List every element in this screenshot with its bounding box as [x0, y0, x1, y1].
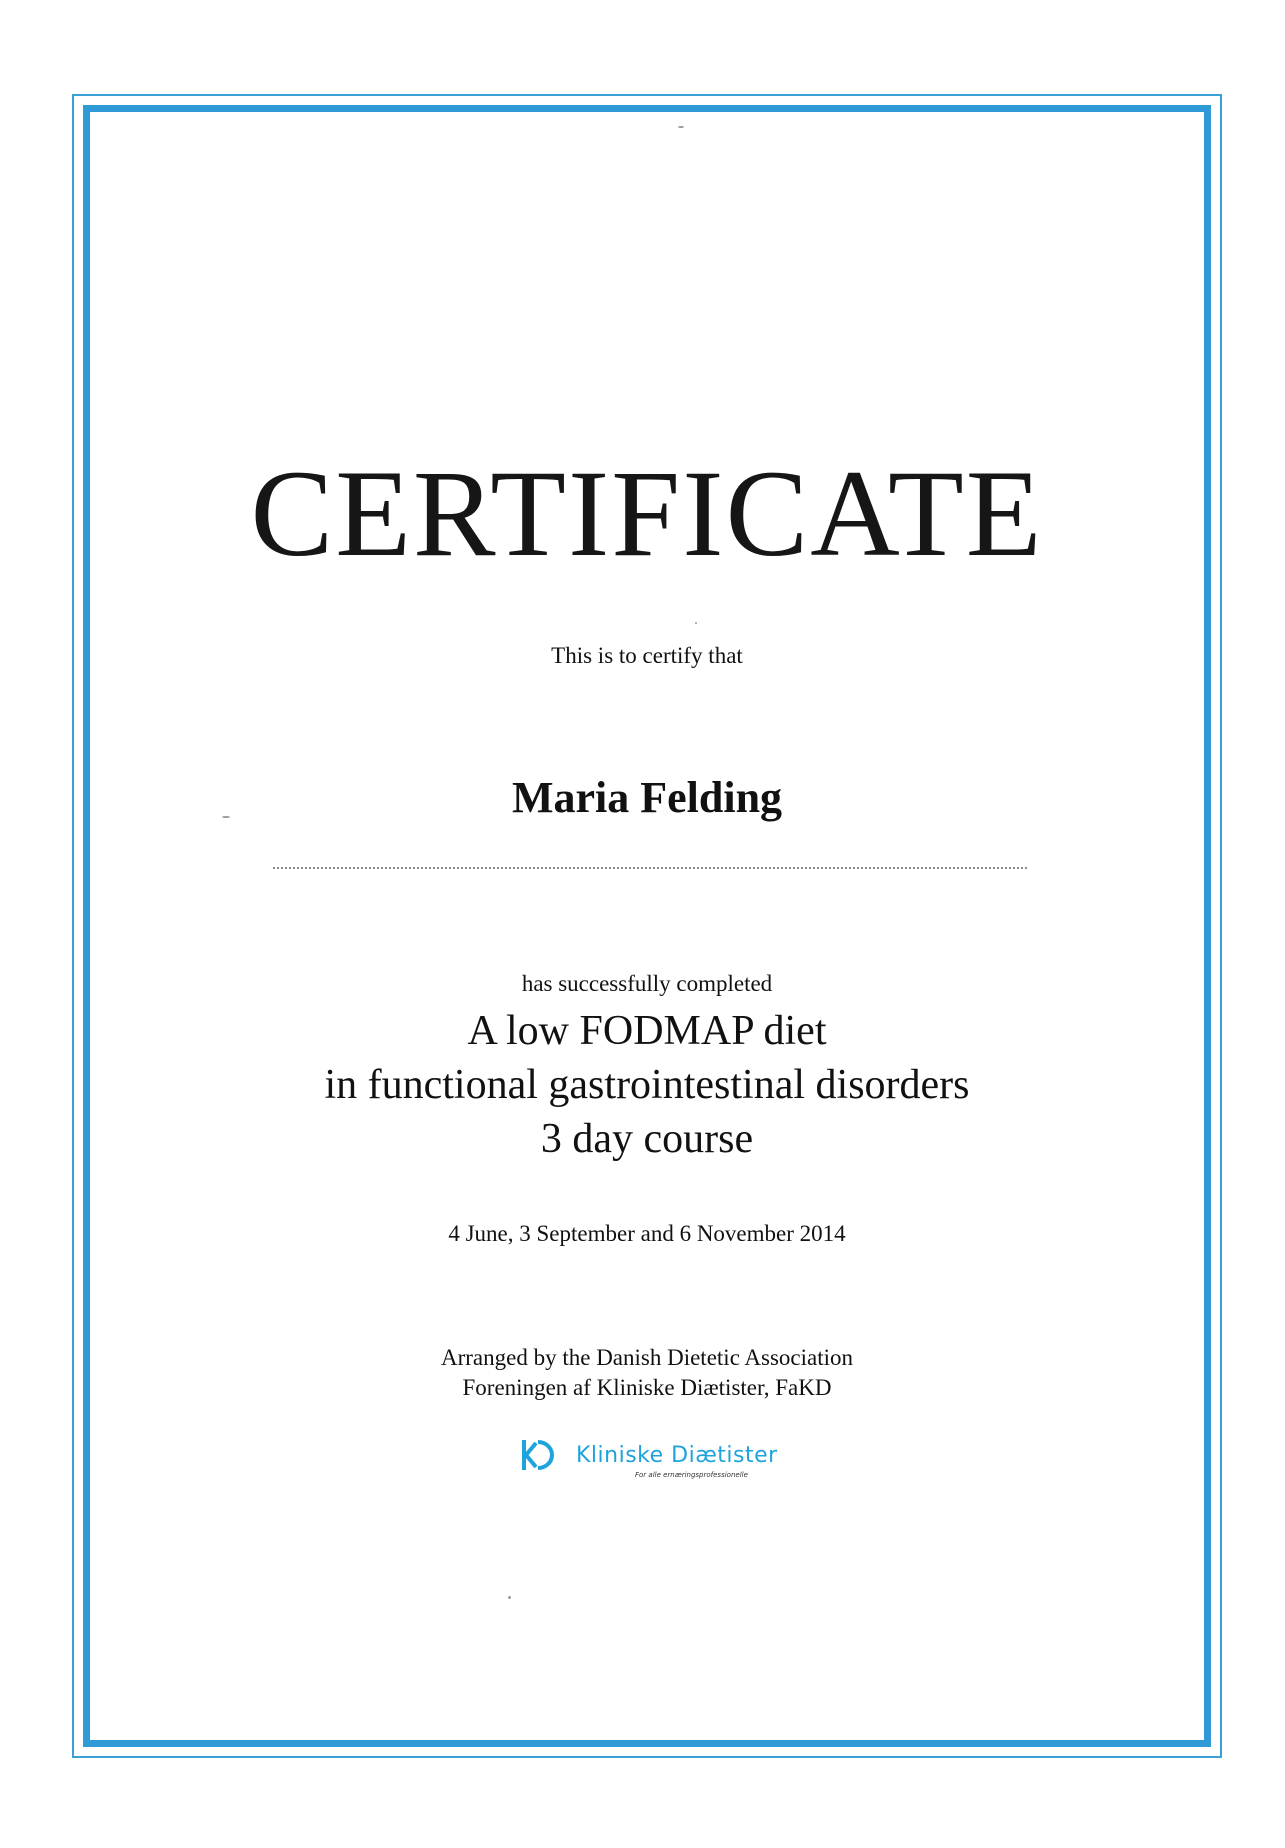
course-line: in functional gastrointestinal disorders	[324, 1062, 970, 1108]
scan-speck	[508, 1596, 511, 1599]
scan-speck	[678, 126, 684, 128]
course-dates: 4 June, 3 September and 6 November 2014	[448, 1221, 846, 1246]
completed-text: has successfully completed	[521, 971, 773, 996]
course-line: A low FODMAP diet	[467, 1008, 827, 1054]
scan-speck	[222, 816, 230, 818]
arranged-by	[90, 1343, 1204, 1403]
name-dotted-line	[273, 867, 1027, 869]
course-title	[90, 1004, 1204, 1166]
scan-speck	[695, 622, 697, 624]
logo-name: Kliniske Diætister	[576, 1443, 778, 1468]
arranged-by-line: Arranged by the Danish Dietetic Association	[441, 1345, 853, 1370]
recipient-name: Maria Felding	[511, 773, 783, 822]
course-line: 3 day course	[540, 1116, 754, 1162]
certify-intro-text: This is to certify that	[551, 643, 743, 668]
arranged-by-line: Foreningen af Kliniske Diætister, FaKD	[462, 1375, 832, 1400]
logo-tagline: For alle ernæringsprofessionelle	[635, 1471, 748, 1479]
certificate-content	[90, 112, 1204, 1740]
organization-logo	[520, 1437, 780, 1487]
kd-logo-icon	[520, 1437, 570, 1473]
certificate-title: CERTIFICATE	[250, 445, 1044, 582]
